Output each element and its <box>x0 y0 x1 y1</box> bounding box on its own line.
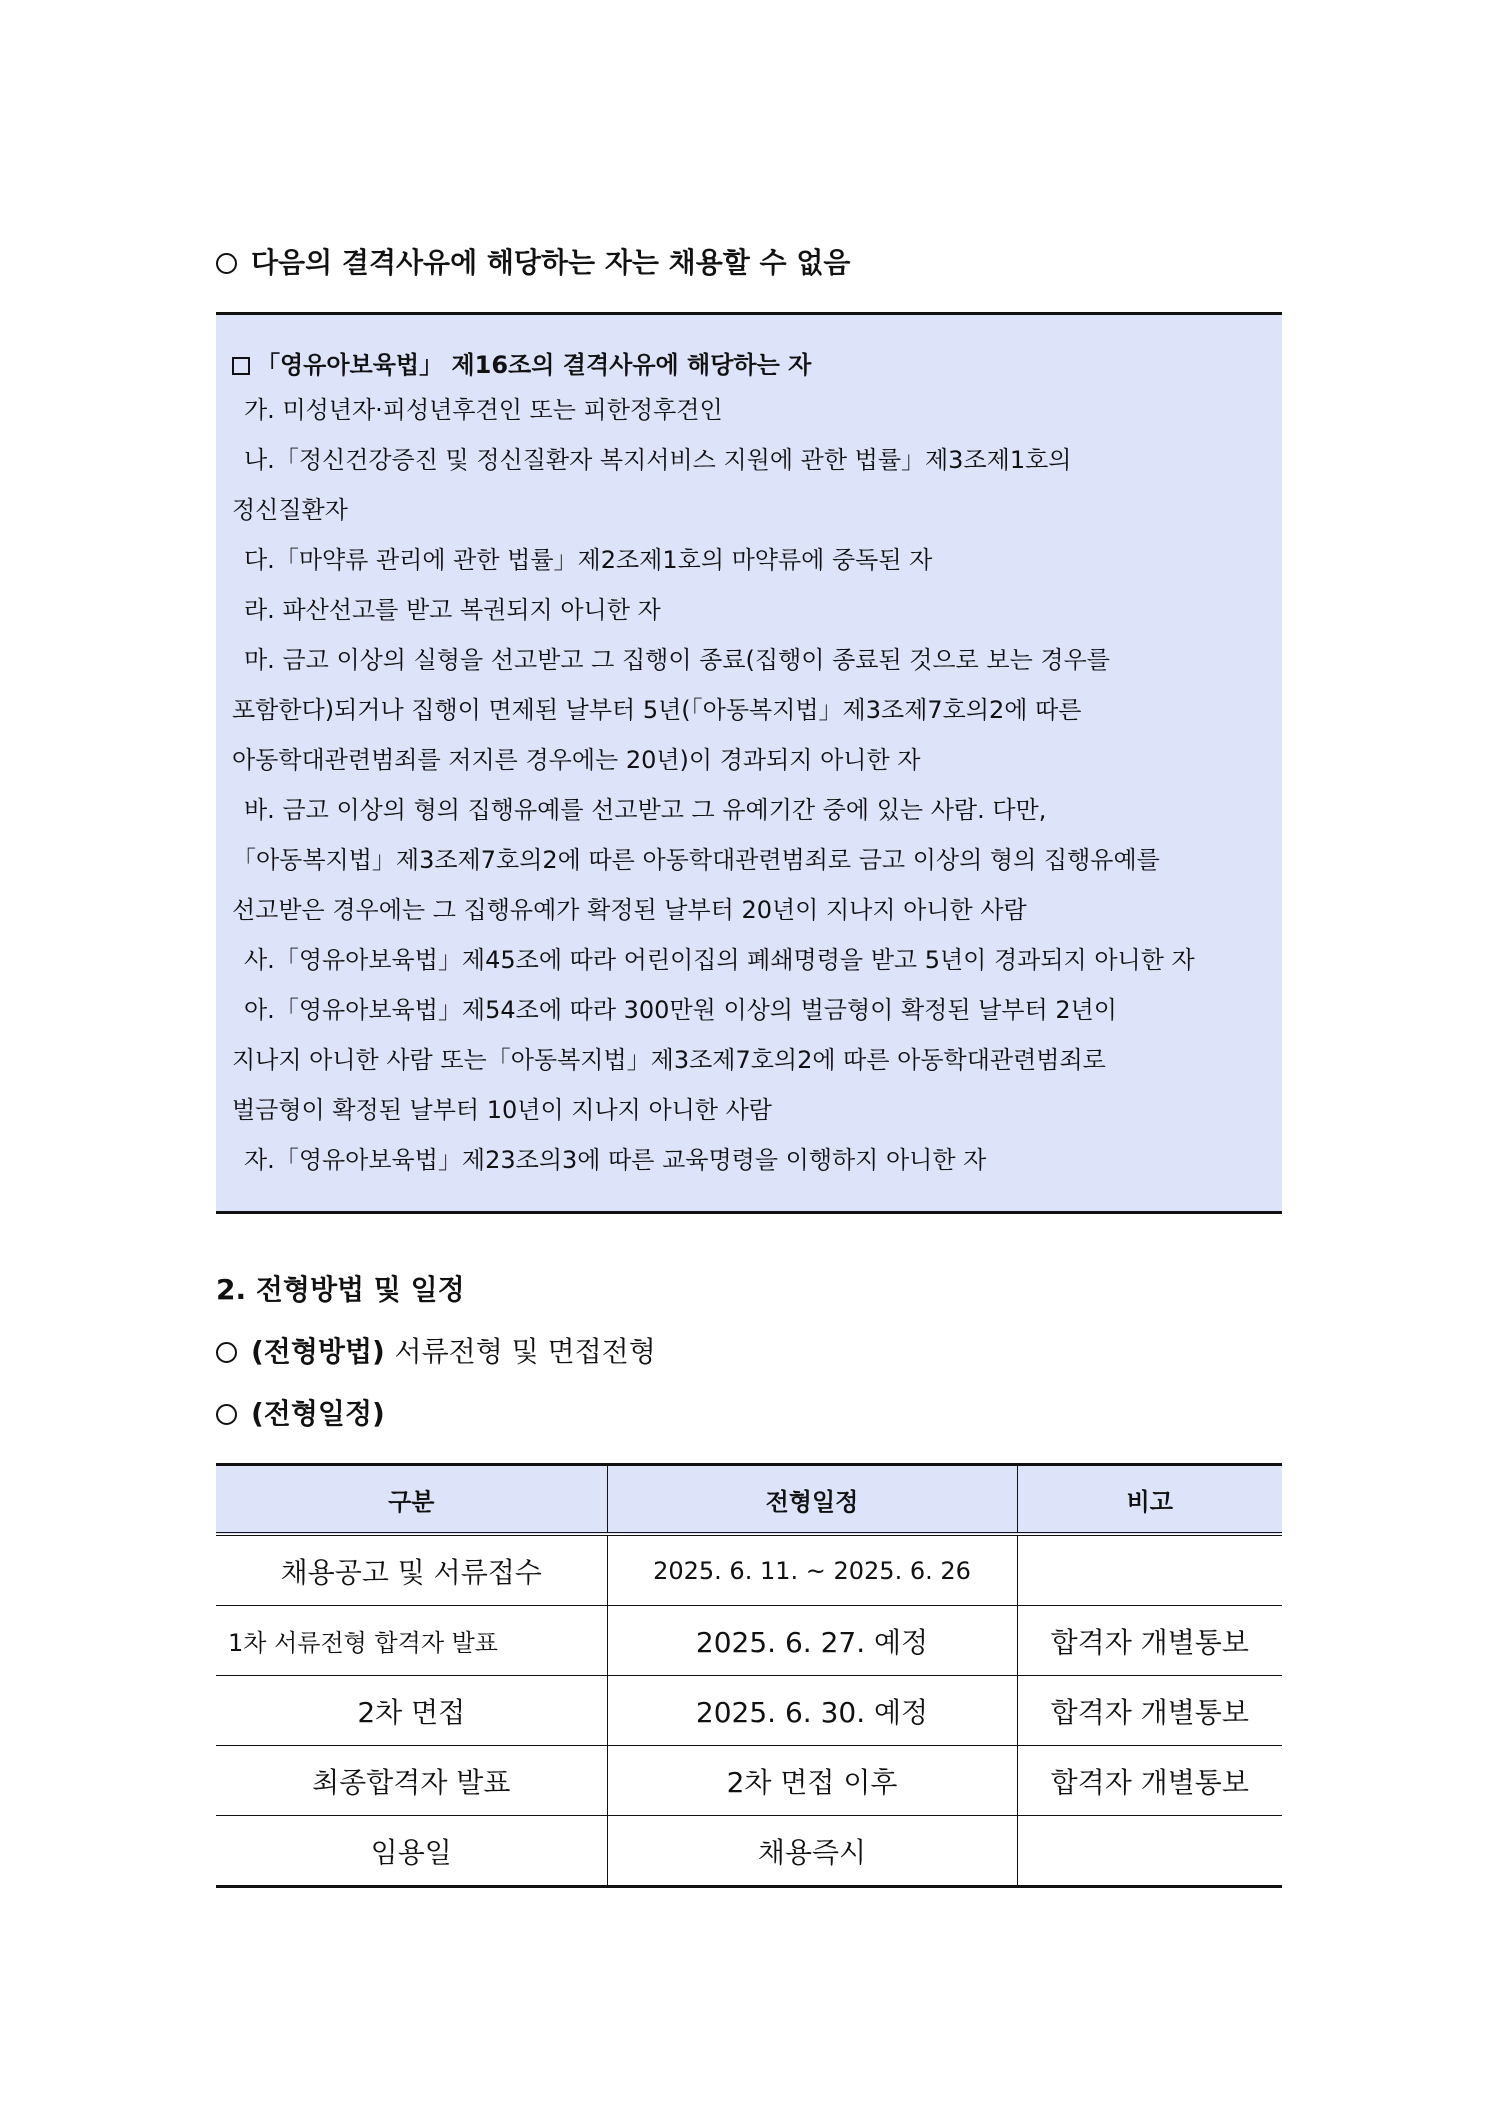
row-date: 2차 면접 이후 <box>607 1746 1017 1816</box>
selection-schedule-label <box>216 1394 385 1434</box>
item-na-cont: 정신질환자 <box>232 496 348 524</box>
schedule-table <box>216 1463 1282 1888</box>
item-ma: 마. 금고 이상의 실형을 선고받고 그 집행이 종료(집행이 종료된 것으로 보는 경우를 <box>244 646 1110 674</box>
table-header-row <box>216 1465 1282 1535</box>
notice-text: 다음의 결격사유에 해당하는 자는 채용할 수 없음 <box>251 246 851 279</box>
item-ra: 라. 파산선고를 받고 복권되지 아니한 자 <box>244 596 661 624</box>
item-ja: 자.「영유아보육법」제23조의3에 따른 교육명령을 이행하지 아니한 자 <box>244 1146 987 1174</box>
row-note <box>1017 1534 1282 1606</box>
item-na: 나.「정신건강증진 및 정신질환자 복지서비스 지원에 관한 법률」제3조제1호의 <box>244 446 1072 474</box>
item-a: 아.「영유아보육법」제54조에 따라 300만원 이상의 벌금형이 확정된 날부터 2년이 <box>244 996 1117 1024</box>
item-ma-cont-1: 포함한다)되거나 집행이 면제된 날부터 5년(「아동복지법」제3조제7호의2에 따른 <box>232 696 1082 724</box>
box-title <box>232 345 1266 385</box>
item-ga: 가. 미성년자·피성년후견인 또는 피한정후견인 <box>244 396 723 424</box>
section-2-title: 2. 전형방법 및 일정 <box>216 1273 465 1306</box>
disqualification-box <box>216 312 1282 1214</box>
circle-bullet-icon <box>216 1404 237 1425</box>
method-value: 서류전형 및 면접전형 <box>394 1335 656 1368</box>
row-category: 2차 면접 <box>216 1676 607 1746</box>
table-row <box>216 1534 1282 1606</box>
table-row <box>216 1816 1282 1887</box>
row-category: 임용일 <box>216 1816 607 1887</box>
item-ba: 바. 금고 이상의 형의 집행유예를 선고받고 그 유예기간 중에 있는 사람. 다만, <box>244 796 1047 824</box>
header-note: 비고 <box>1017 1465 1282 1535</box>
row-note: 합격자 개별통보 <box>1017 1606 1282 1676</box>
row-date: 2025. 6. 11. ~ 2025. 6. 26 <box>607 1534 1017 1606</box>
disqualification-notice <box>216 243 850 283</box>
row-date: 채용즉시 <box>607 1816 1017 1887</box>
selection-method <box>216 1332 656 1372</box>
row-note: 합격자 개별통보 <box>1017 1746 1282 1816</box>
row-category: 1차 서류전형 합격자 발표 <box>216 1606 607 1676</box>
item-ba-cont-1: 「아동복지법」제3조제7호의2에 따른 아동학대관련범죄로 금고 이상의 형의 집행유예를 <box>232 846 1160 874</box>
item-ba-cont-2: 선고받은 경우에는 그 집행유예가 확정된 날부터 20년이 지나지 아니한 사람 <box>232 896 1027 924</box>
table-row <box>216 1606 1282 1676</box>
row-note: 합격자 개별통보 <box>1017 1676 1282 1746</box>
item-a-cont-2: 벌금형이 확정된 날부터 10년이 지나지 아니한 사람 <box>232 1096 772 1124</box>
row-date: 2025. 6. 30. 예정 <box>607 1676 1017 1746</box>
schedule-label: (전형일정) <box>251 1397 385 1430</box>
header-category: 구분 <box>216 1465 607 1535</box>
row-date: 2025. 6. 27. 예정 <box>607 1606 1017 1676</box>
item-ma-cont-2: 아동학대관련범죄를 저지른 경우에는 20년)이 경과되지 아니한 자 <box>232 746 921 774</box>
row-category: 채용공고 및 서류접수 <box>216 1534 607 1606</box>
item-a-cont-1: 지나지 아니한 사람 또는「아동복지법」제3조제7호의2에 따른 아동학대관련범죄로 <box>232 1046 1106 1074</box>
box-title-text: 「영유아보육법」 제16조의 결격사유에 해당하는 자 <box>256 351 812 379</box>
row-category: 최종합격자 발표 <box>216 1746 607 1816</box>
header-schedule: 전형일정 <box>607 1465 1017 1535</box>
method-label: (전형방법) <box>251 1335 385 1368</box>
item-sa: 사.「영유아보육법」제45조에 따라 어린이집의 폐쇄명령을 받고 5년이 경과되지 아니한 자 <box>244 946 1195 974</box>
table-row <box>216 1676 1282 1746</box>
square-bullet-icon <box>232 357 250 375</box>
circle-bullet-icon <box>216 1342 237 1363</box>
circle-bullet-icon <box>216 253 237 274</box>
row-note <box>1017 1816 1282 1887</box>
item-da: 다.「마약류 관리에 관한 법률」제2조제1호의 마약류에 중독된 자 <box>244 546 933 574</box>
table-row <box>216 1746 1282 1816</box>
